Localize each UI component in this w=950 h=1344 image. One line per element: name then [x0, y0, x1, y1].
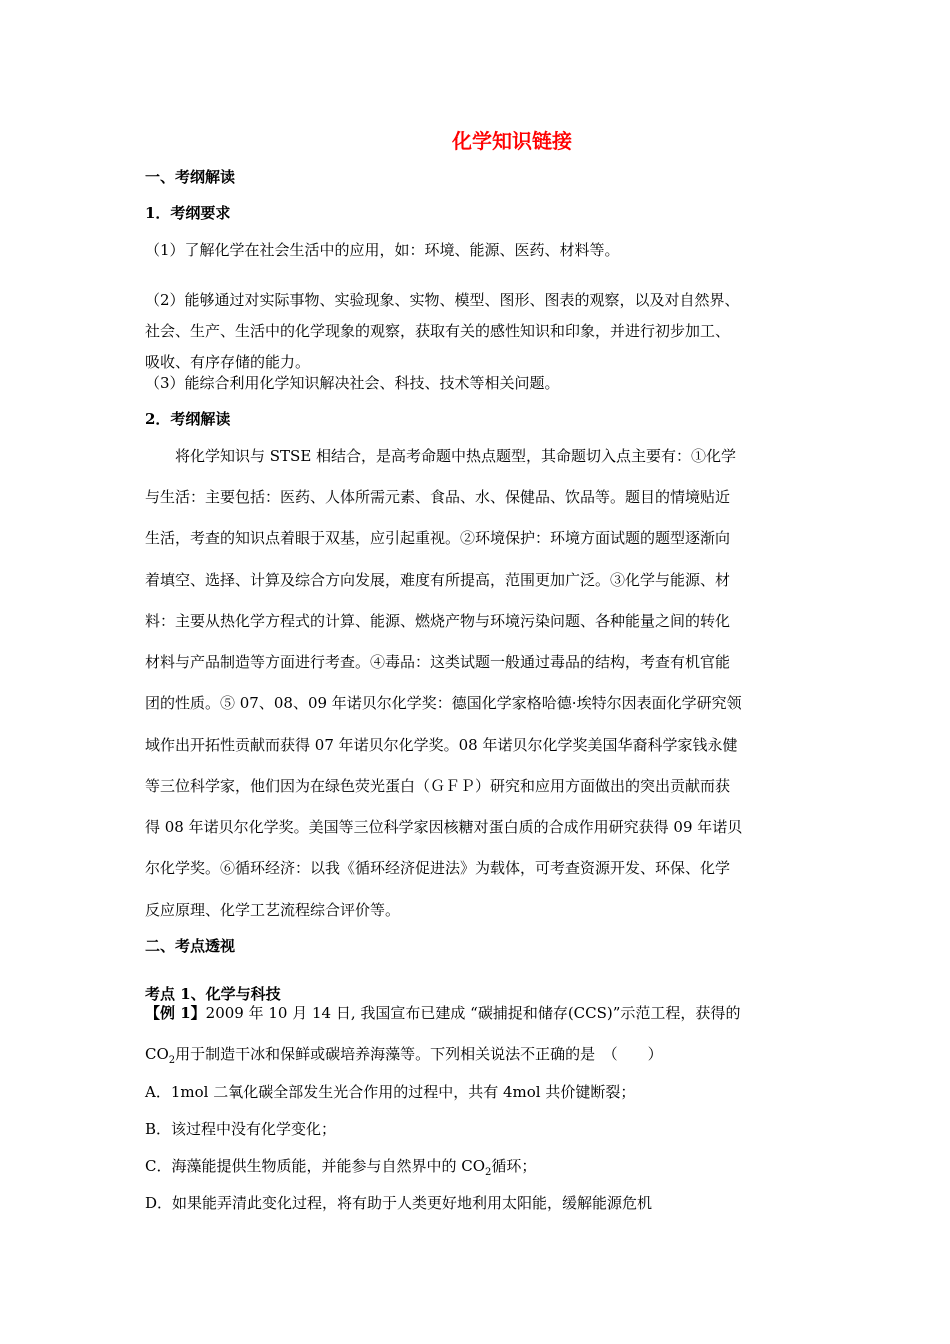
- topic-heading-1: 考点 1、化学与科技: [145, 985, 281, 1003]
- requirement-1: （1）了解化学在社会生活中的应用，如：环境、能源、医药、材料等。: [145, 241, 620, 259]
- example-1-line-1: [145, 1003, 740, 1023]
- subscript: 2: [168, 1055, 176, 1066]
- example-1-question: 用于制造干冰和保鲜或碳培养海藻等。下列相关说法不正确的是 （ ）: [175, 1045, 663, 1063]
- requirement-2-line-2: 社会、生产、生活中的化学现象的观察，获取有关的感性知识和印象，并进行初步加工、: [145, 322, 731, 340]
- paragraph-line: 材料与产品制造等方面进行考查。④毒品：这类试题一般通过毒品的结构，考查有机官能: [145, 653, 731, 671]
- paragraph-line: 着填空、选择、计算及综合方向发展，难度有所提高，范围更加广泛。③化学与能源、材: [145, 571, 731, 589]
- paragraph-line: 将化学知识与 STSE 相结合，是高考命题中热点题型，其命题切入点主要有：①化学: [145, 447, 737, 465]
- paragraph-line: 域作出开拓性贡献而获得 07 年诺贝尔化学奖。08 年诺贝尔化学奖美国华裔科学家钱永健: [145, 736, 738, 754]
- requirement-3: （3）能综合利用化学知识解决社会、科技、技术等相关问题。: [145, 374, 560, 392]
- requirement-2-line-1: （2）能够通过对实际事物、实验现象、实物、模型、图形、图表的观察，以及对自然界、: [145, 291, 740, 309]
- option-c: [145, 1156, 536, 1179]
- paragraph-line: 生活，考查的知识点着眼于双基，应引起重视。②环境保护：环境方面试题的题型逐渐向: [145, 529, 731, 547]
- paragraph-line: 反应原理、化学工艺流程综合评价等。: [145, 901, 401, 919]
- option-d: D．如果能弄清此变化过程，将有助于人类更好地利用太阳能，缓解能源危机: [145, 1194, 653, 1212]
- example-1-text: 2009 年 10 月 14 日, 我国宣布已建成 “碳捕捉和储存(CCS)”示范工程，获得的: [205, 1004, 741, 1022]
- paragraph-line: 与生活：主要包括：医药、人体所需元素、食品、水、保健品、饮品等。题目的情境贴近: [145, 488, 731, 506]
- paragraph-line: 料：主要从热化学方程式的计算、能源、燃烧产物与环境污染问题、各种能量之间的转化: [145, 612, 731, 630]
- paragraph-line: 团的性质。⑤ 07、08、09 年诺贝尔化学奖：德国化学家格哈德·埃特尔因表面化学研究领: [145, 694, 742, 712]
- subsection-heading-interpretation: 2．考纲解读: [145, 410, 231, 428]
- subsection-heading-requirements: 1．考纲要求: [145, 204, 231, 222]
- option-a: A．1mol 二氧化碳全部发生光合作用的过程中，共有 4mol 共价键断裂；: [145, 1083, 636, 1101]
- requirement-2-line-3: 吸收、有序存储的能力。: [145, 353, 311, 371]
- section-heading-2: 二、考点透视: [145, 937, 236, 955]
- example-1-line-2: [145, 1044, 663, 1067]
- section-heading-1: 一、考纲解读: [145, 168, 236, 186]
- paragraph-line: 等三位科学家，他们因为在绿色荧光蛋白（ＧＦＰ）研究和应用方面做出的突出贡献而获: [145, 777, 731, 795]
- option-c-tail: 循环；: [491, 1157, 537, 1175]
- option-b: B．该过程中没有化学变化；: [145, 1120, 337, 1138]
- subscript: 2: [485, 1167, 492, 1178]
- example-1-label: 【例 1】: [145, 1004, 206, 1022]
- page-title: 化学知识链接: [452, 129, 572, 153]
- option-c-text: C．海藻能提供生物质能，并能参与自然界中的 CO: [145, 1157, 486, 1175]
- co-text: CO: [145, 1045, 169, 1063]
- paragraph-line: 得 08 年诺贝尔化学奖。美国等三位科学家因核糖对蛋白质的合成作用研究获得 09 年诺贝: [145, 818, 743, 836]
- paragraph-line: 尔化学奖。⑥循环经济：以我《循环经济促进法》为载体，可考查资源开发、环保、化学: [145, 859, 731, 877]
